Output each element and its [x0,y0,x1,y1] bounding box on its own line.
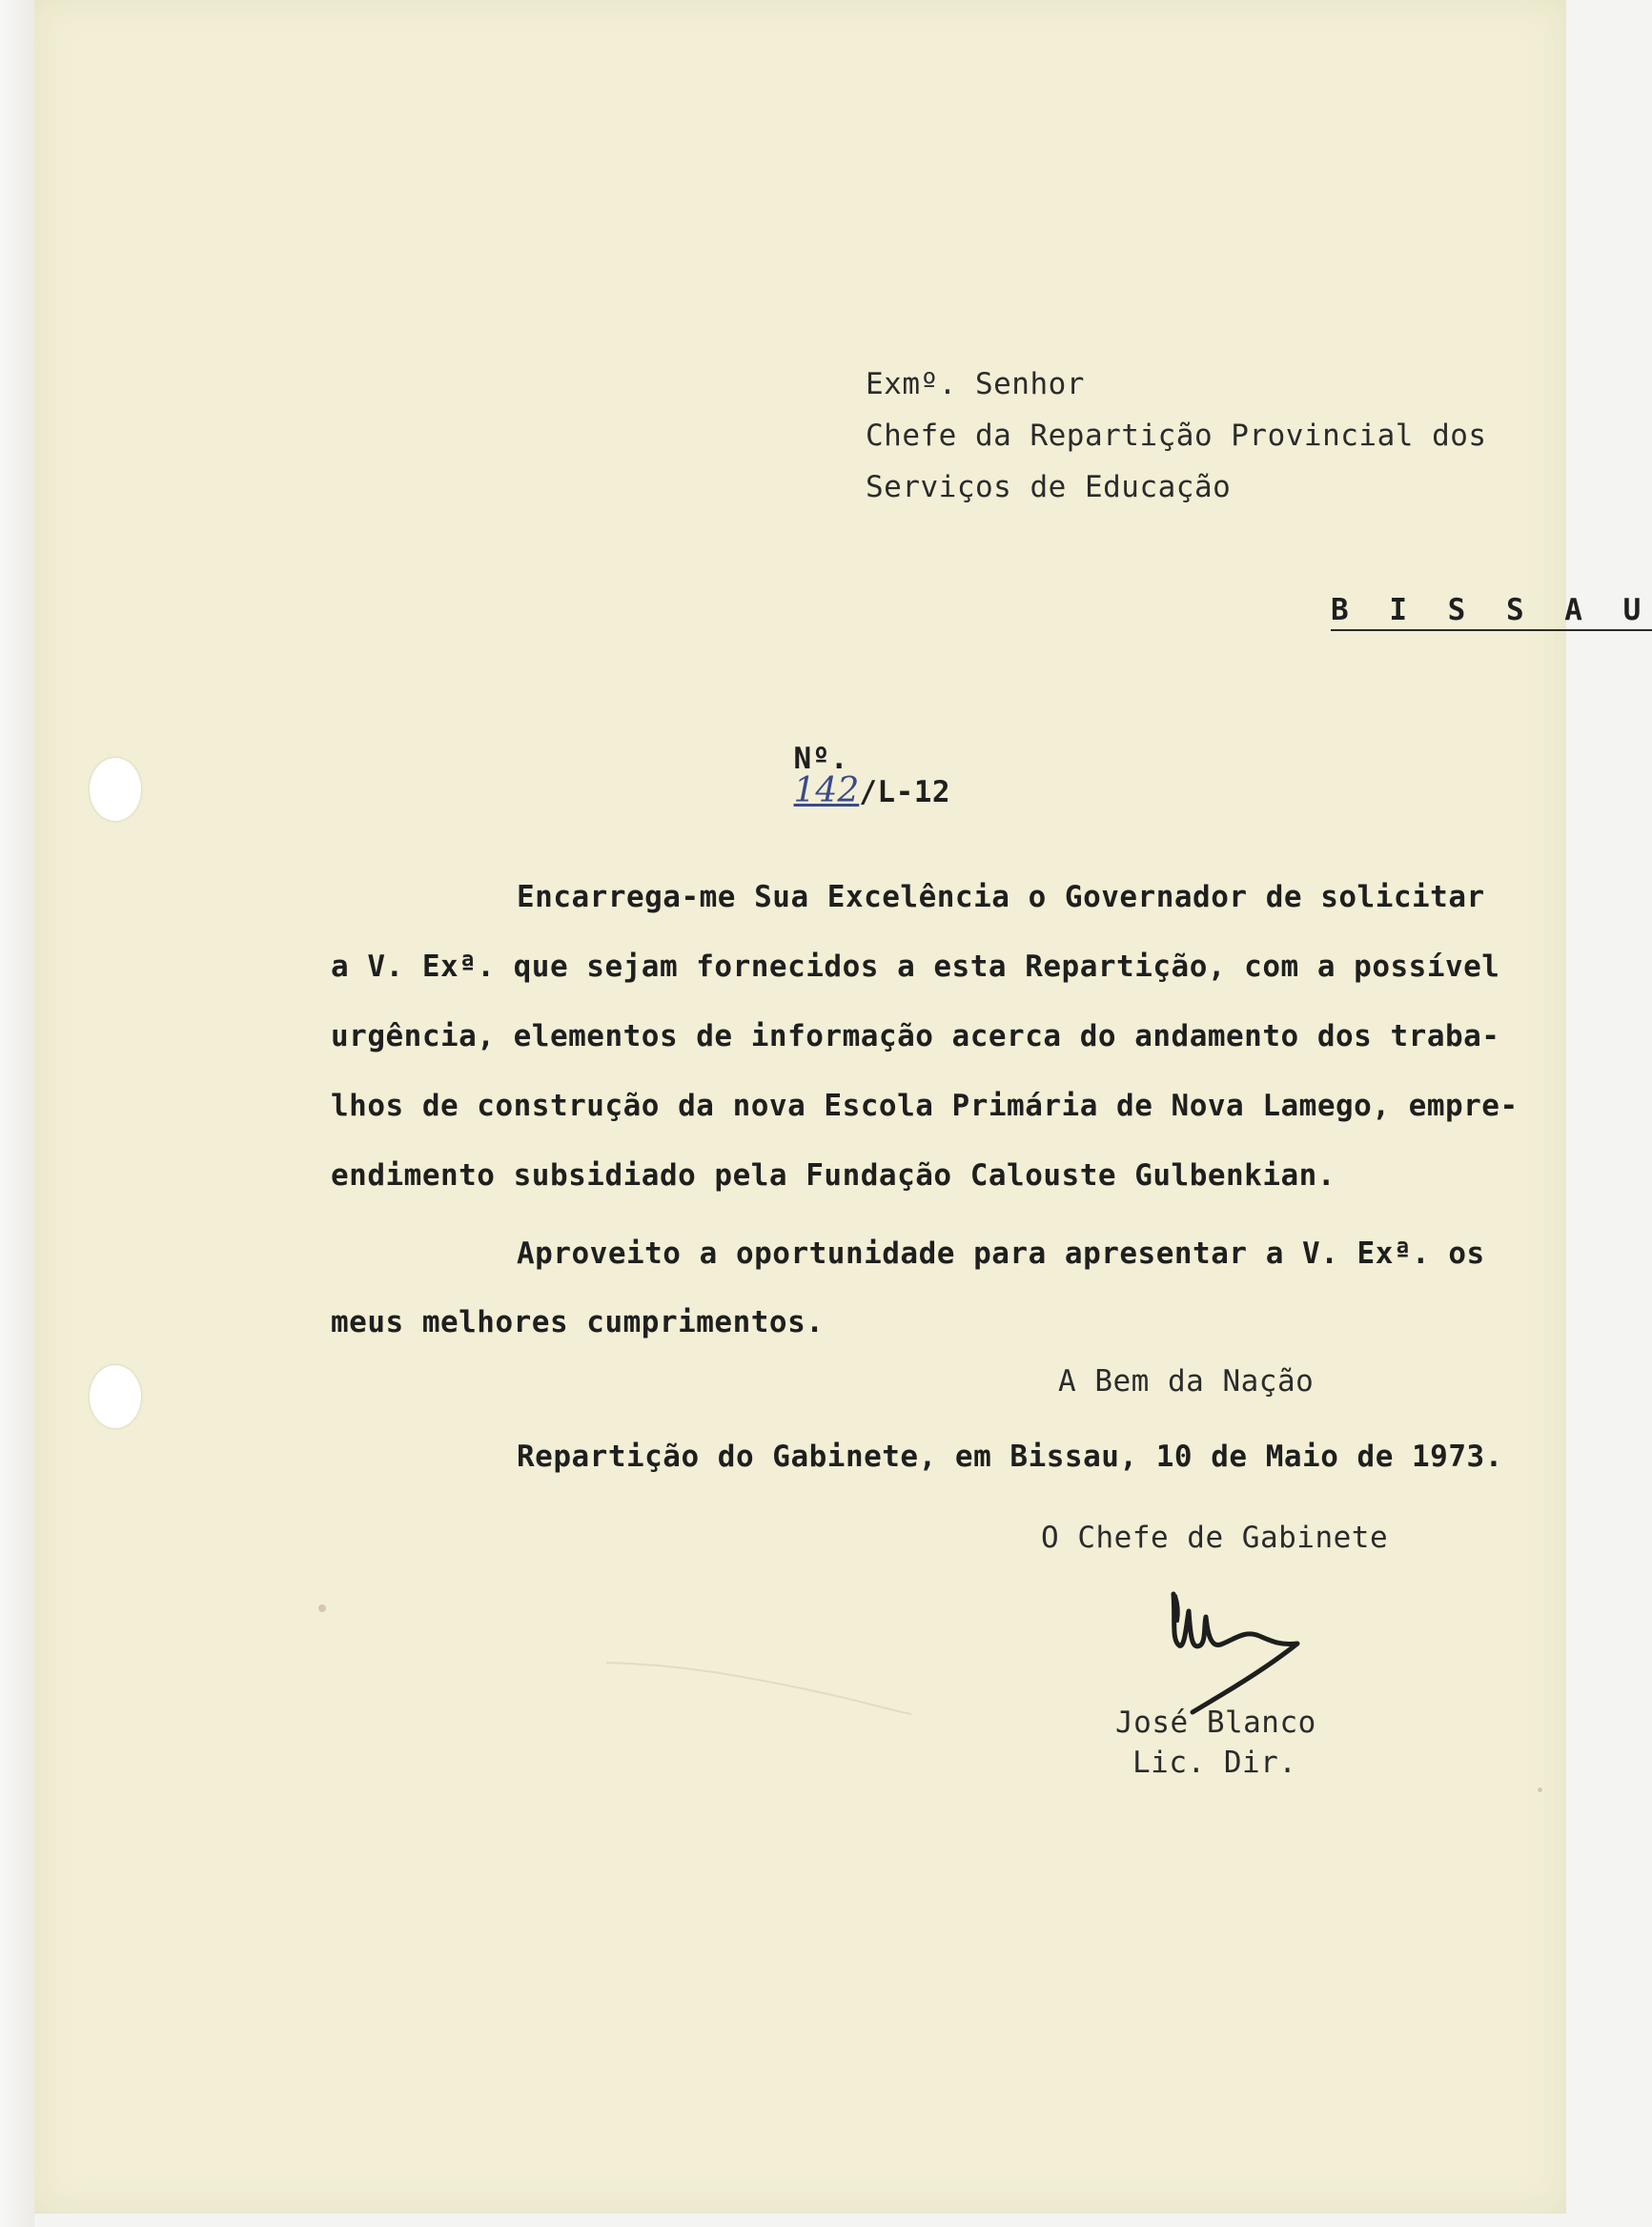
paper-stain [318,1604,326,1612]
recipient-salutation: Exmº. Senhor [866,367,1085,401]
body-line: lhos de construção da nova Escola Primária de Nova Lamego, empre- [331,1089,1519,1123]
paper-stain [1538,1788,1542,1792]
handwritten-signature [1154,1583,1355,1726]
body-line: a V. Exª. que sejam fornecidos a esta Repartição, com a possível [331,950,1500,984]
paper-crease [606,1659,911,1716]
closing-signatory-title: O Chefe de Gabinete [1041,1521,1389,1555]
destination-city: B I S S A U [1331,596,1652,631]
reference-number [757,726,950,827]
reference-handwritten-number: 142 [793,771,860,810]
punch-hole-bottom [90,1365,141,1428]
punch-hole-top [90,758,141,821]
closing-place-date: Repartição do Gabinete, em Bissau, 10 de Maio de 1973. [517,1440,1503,1474]
closing-motto: A Bem da Nação [1058,1364,1315,1399]
signatory-name: José Blanco [1115,1706,1316,1740]
body-line: Encarrega-me Sua Excelência o Governador de solicitar [517,880,1485,914]
body-line: urgência, elementos de informação acerca do andamento dos traba- [331,1019,1500,1053]
reference-prefix: Nº. [793,742,849,776]
recipient-department: Serviços de Educação [866,470,1232,504]
body-line: meus melhores cumprimentos. [331,1305,825,1339]
letter-page [34,0,1652,2214]
body-line: endimento subsidiado pela Fundação Calouste Gulbenkian. [331,1158,1336,1193]
scan-background [0,0,34,2227]
signatory-credentials: Lic. Dir. [1132,1746,1297,1780]
reference-suffix: /L-12 [859,775,951,809]
recipient-title: Chefe da Repartição Provincial dos [866,419,1487,453]
body-line: Aproveito a oportunidade para apresentar a V. Exª. os [517,1236,1485,1271]
